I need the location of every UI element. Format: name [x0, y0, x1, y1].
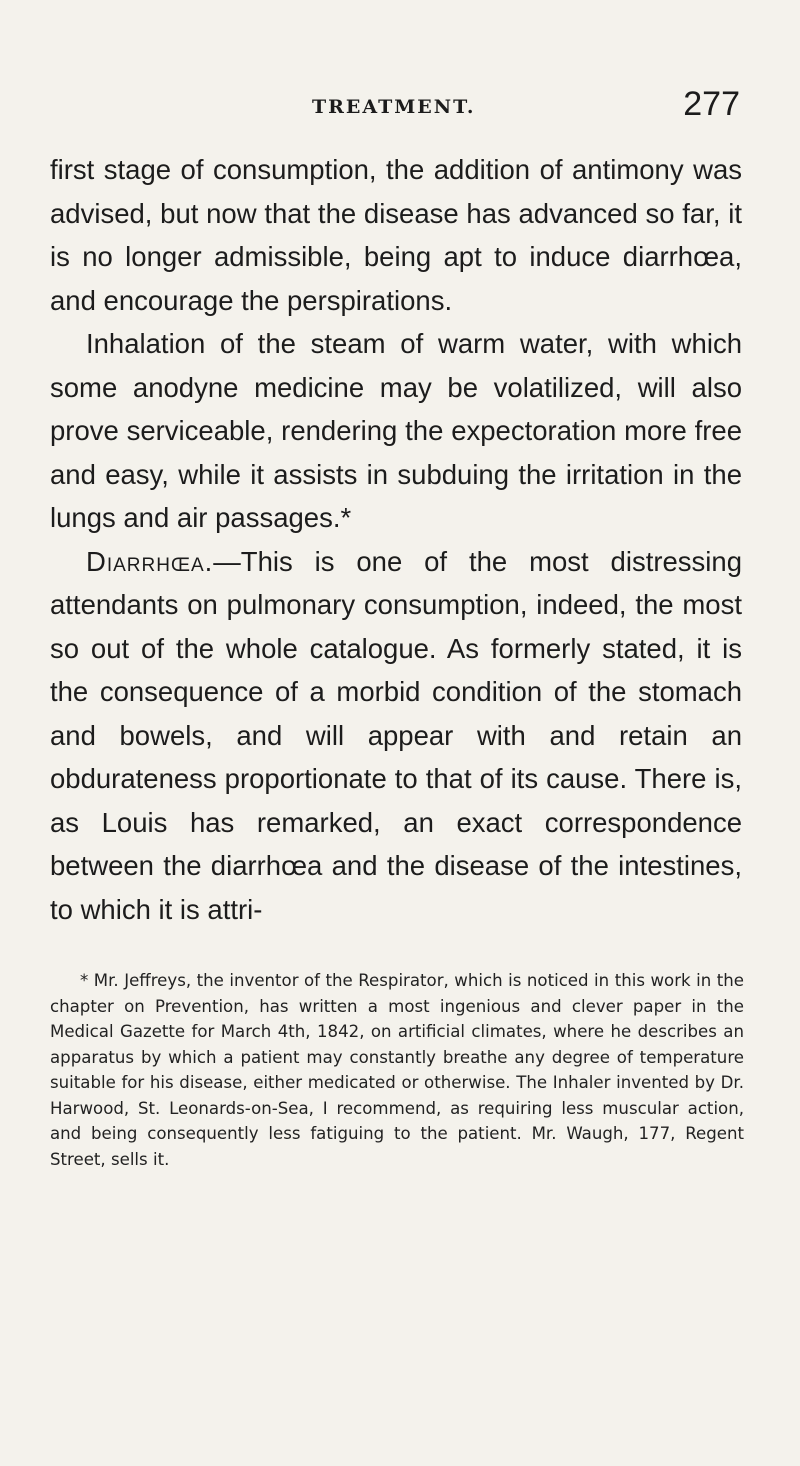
page-number: 277 — [683, 85, 740, 123]
page-header — [312, 84, 740, 140]
paragraph-continued: first stage of consumption, the addition of antimony was advised, but now that the disease has advanced so far, it is no longer admissible, being apt to induce diarrhœa, and encourage the perspirations. — [50, 154, 742, 316]
footnote: * Mr. Jeffreys, the inventor of the Respirator, which is noticed in this work in the chapter on Prevention, has written a most ingenious and clever paper in the Medical Gazette for March 4th, 1842, on artificial climates, where he describes an apparatus by which a patient may constantly breathe any degree of temperature suitable for his disease, either medicated or otherwise. The Inhaler invented by Dr. Harwood, St. Leonards-on-Sea, I recommend, as requiring less muscular action, and being consequently less fatiguing to the patient. Mr. Waugh, 177, Regent Street, sells it. — [50, 971, 744, 1169]
running-head: TREATMENT. — [312, 96, 476, 118]
section-heading-diarrhoea: Diarrhœa. — [86, 545, 214, 577]
paragraph-diarrhoea — [50, 540, 742, 932]
main-text — [50, 148, 742, 931]
paragraph-inhalation: Inhalation of the steam of warm water, with which some anodyne medicine may be volatilized, will also prove serviceable, rendering the expectoration more free and easy, while it assists in subduing the irritation in the lungs and air passages.* — [50, 328, 742, 533]
paragraph-diarrhoea-text: —This is one of the most distressing attendants on pulmonary consumption, indeed, the most so out of the whole catalogue. As formerly stated, it is the consequence of a morbid condition of the stomach and bowels, and will appear with and retain an obdurateness proportionate to that of its cause. There is, as Louis has remarked, an exact correspondence between the diarrhœa and the disease of the intestines, to which it is attri- — [50, 545, 742, 925]
